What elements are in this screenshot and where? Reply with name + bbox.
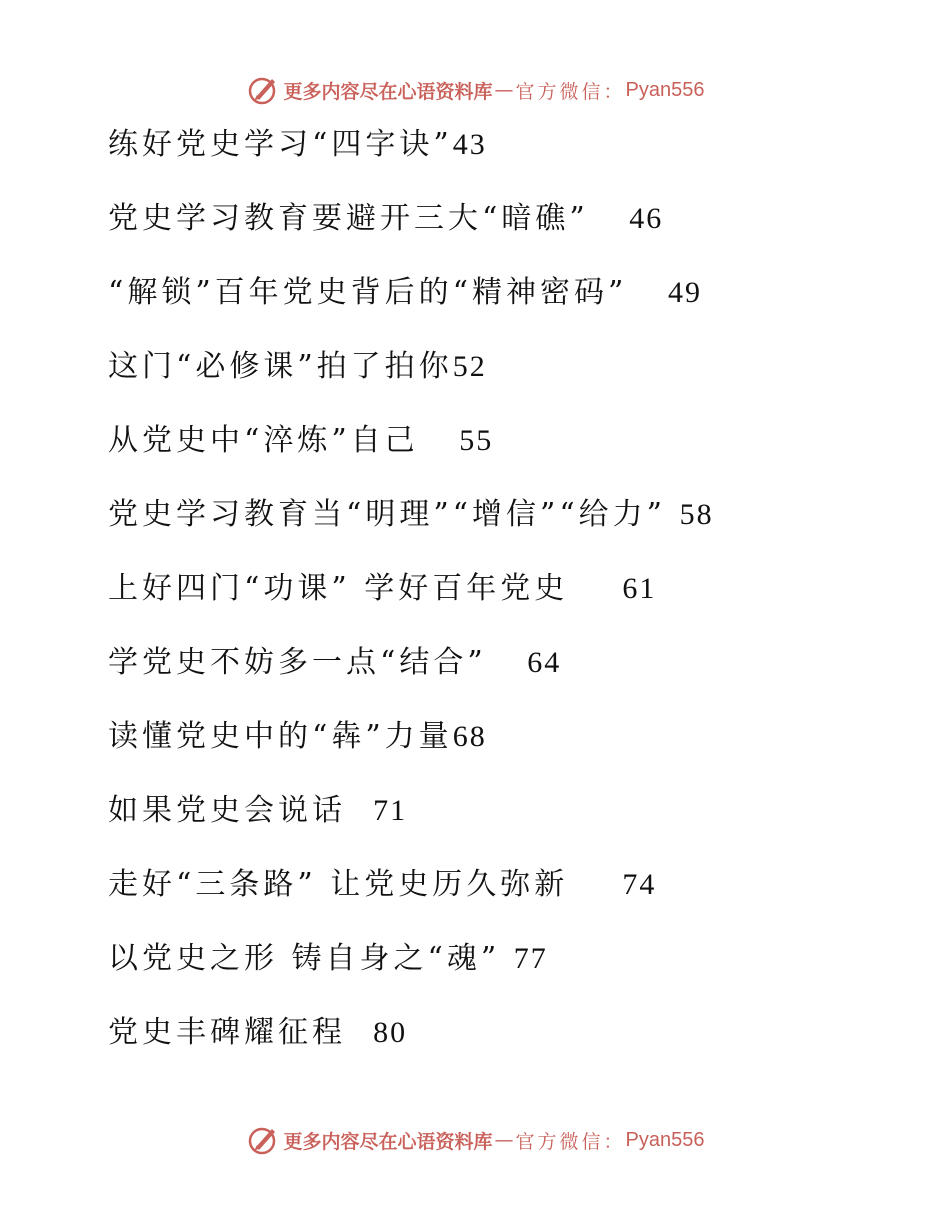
toc-entry-page: 64: [527, 646, 562, 679]
toc-entry-title: 练好党史学习“四字诀”: [108, 127, 453, 162]
toc-entry-page: 68: [452, 720, 487, 753]
toc-entry-page: 58: [679, 498, 714, 531]
toc-entry-page: 61: [622, 572, 657, 605]
toc-entry-gap: [568, 571, 622, 606]
toc-entry[interactable]: [108, 192, 908, 266]
toc-entry-page: 43: [452, 128, 487, 161]
toc-entry-page: 46: [629, 202, 664, 235]
toc-entry-page: 49: [667, 276, 702, 309]
toc-entry[interactable]: [108, 562, 908, 636]
toc-entry[interactable]: [108, 340, 908, 414]
toc-entry-page: 71: [373, 794, 408, 827]
toc-entry[interactable]: [108, 414, 908, 488]
toc-entry-gap: [589, 201, 630, 236]
watermark-text: 更多内容尽在心语资料库: [283, 80, 493, 103]
toc-entry[interactable]: [108, 266, 908, 340]
toc-entry-title: 党史学习教育当“明理”“增信”“给力”: [108, 497, 667, 532]
toc-entry-title: 党史学习教育要避开三大“暗礁”: [108, 201, 589, 236]
toc-entry-page: 80: [373, 1016, 408, 1049]
toc-entry[interactable]: [108, 1006, 908, 1080]
toc-entry-title: 上好四门“功课” 学好百年党史: [108, 571, 569, 606]
watermark-text: 更多内容尽在心语资料库: [283, 1130, 493, 1153]
toc-entry-gap: [500, 941, 514, 976]
toc-entry-title: “解锁”百年党史背后的“精神密码”: [108, 275, 628, 310]
toc-entry-page: 77: [513, 942, 548, 975]
toc-entry-gap: [487, 645, 528, 680]
quill-logo-icon: [246, 73, 280, 107]
toc-entry-page: 55: [459, 424, 494, 457]
toc-entry[interactable]: [108, 710, 908, 784]
watermark-dash: —: [494, 1129, 514, 1151]
watermark-dash: —: [494, 79, 514, 101]
toc-entry-gap: [419, 423, 460, 458]
toc-entry-title: 从党史中“淬炼”自己: [108, 423, 419, 458]
toc-entry-title: 这门“必修课”拍了拍你: [108, 349, 453, 384]
toc-entry-title: 学党史不妨多一点“结合”: [108, 645, 487, 680]
toc-entry-gap: [627, 275, 668, 310]
watermark-wechat-label: 官方微信：: [515, 1130, 626, 1153]
toc-entry[interactable]: [108, 932, 908, 1006]
toc-entry[interactable]: [108, 636, 908, 710]
toc-entry-title: 读懂党史中的“犇”力量: [108, 719, 453, 754]
toc-entry[interactable]: [108, 784, 908, 858]
toc-entry[interactable]: [108, 488, 908, 562]
toc-entry[interactable]: [108, 118, 908, 192]
watermark-wechat-label: 官方微信：: [515, 80, 626, 103]
table-of-contents: [108, 118, 908, 1080]
toc-entry-page: 52: [452, 350, 487, 383]
footer-watermark: [0, 1120, 950, 1160]
toc-entry-title: 以党史之形 铸自身之“魂”: [108, 941, 501, 976]
toc-entry-gap: [666, 497, 680, 532]
toc-entry-page: 74: [622, 868, 657, 901]
toc-entry-title: 如果党史会说话: [108, 793, 346, 828]
watermark-wechat-id: Pyan556: [625, 1128, 705, 1151]
toc-entry-gap: [568, 867, 622, 902]
watermark-wechat-id: Pyan556: [625, 78, 705, 101]
toc-entry[interactable]: [108, 858, 908, 932]
toc-entry-gap: [346, 793, 373, 828]
toc-entry-title: 党史丰碑耀征程: [108, 1015, 346, 1050]
toc-entry-title: 走好“三条路” 让党史历久弥新: [108, 867, 569, 902]
header-watermark: [0, 70, 950, 110]
toc-entry-gap: [346, 1015, 373, 1050]
quill-logo-icon: [246, 1123, 280, 1157]
